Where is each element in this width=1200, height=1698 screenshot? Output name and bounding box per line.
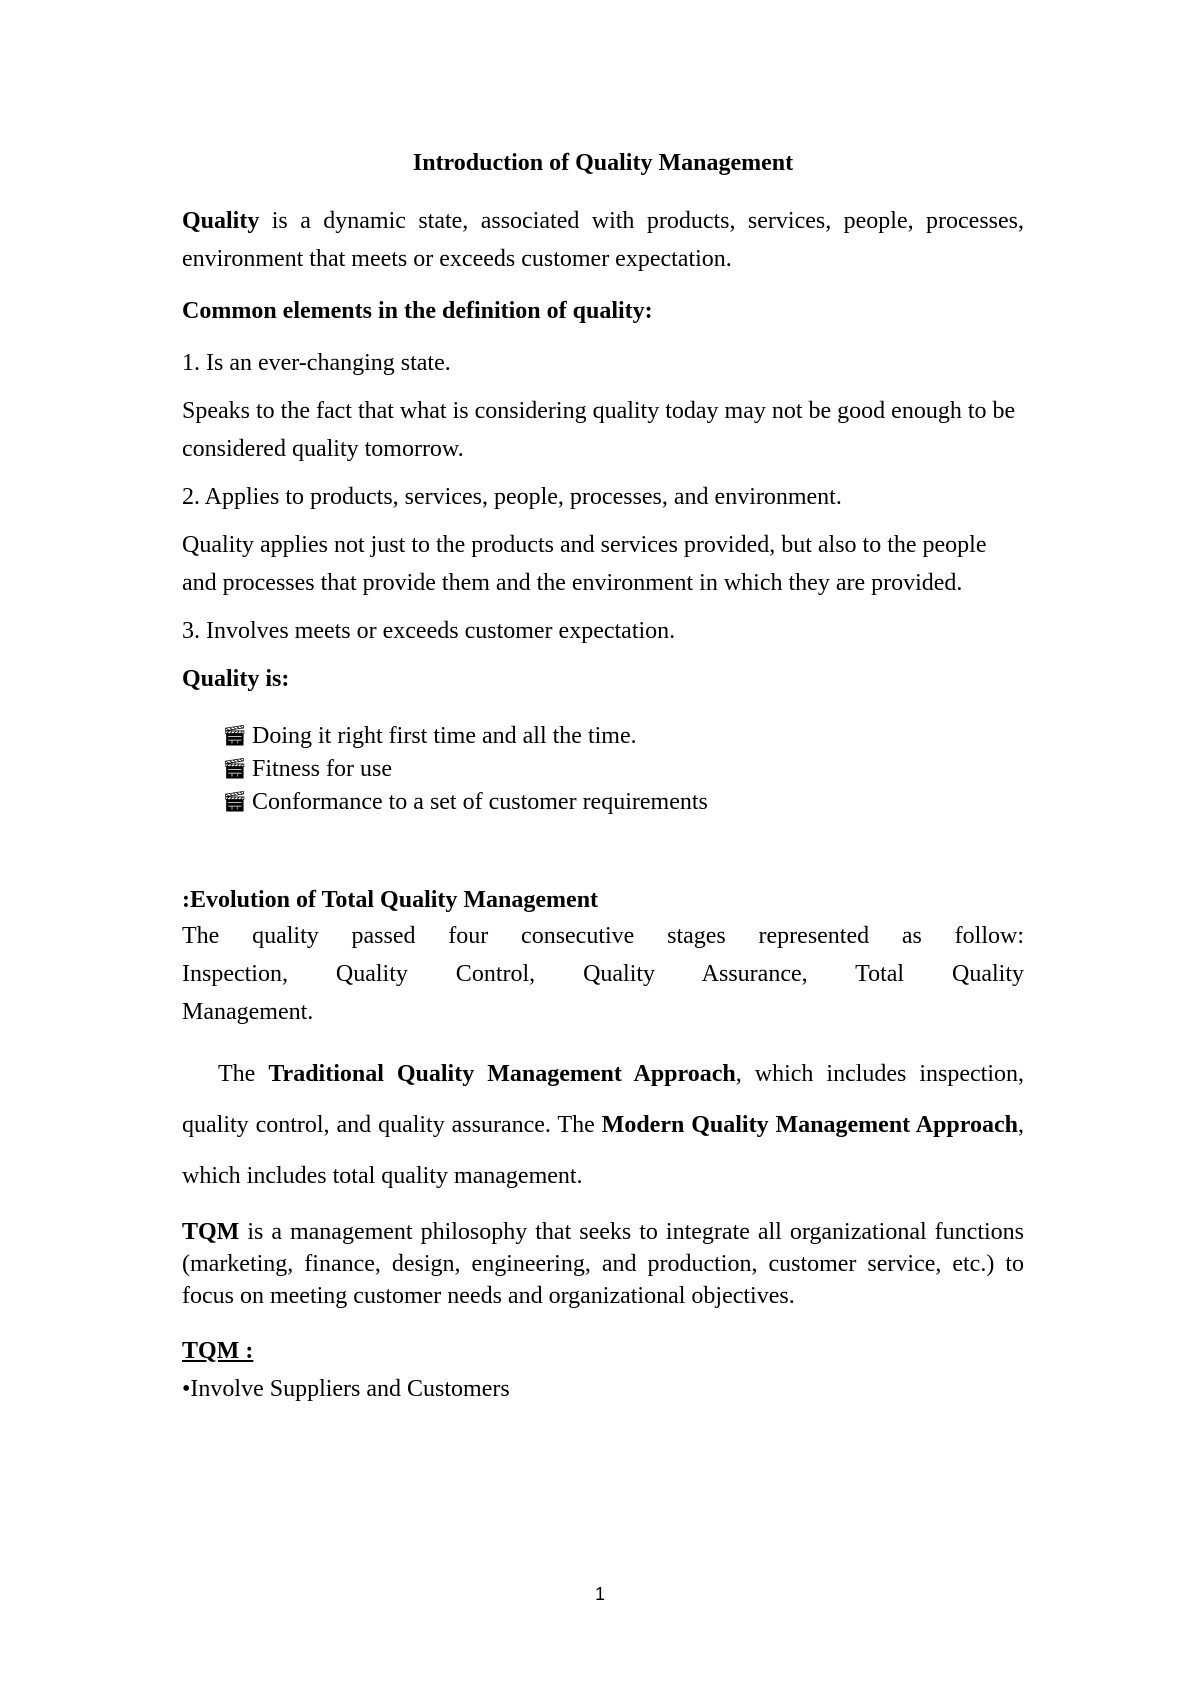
list-item xyxy=(222,720,1024,753)
approach-text-2: , which includes inspection, quality control, and quality assurance. The xyxy=(182,1061,1025,1138)
page-content xyxy=(182,146,1024,1408)
list-item xyxy=(222,786,1024,819)
item-2-heading: 2. Applies to products, services, people, processes, and environment. xyxy=(182,484,842,510)
list-item-text: Fitness for use xyxy=(252,756,392,782)
evolution-line-3: Management. xyxy=(182,999,314,1025)
tqm-point: •Involve Suppliers and Customers xyxy=(182,1376,510,1402)
evolution-text xyxy=(182,917,1024,1031)
approach-paragraph-wrap xyxy=(182,1049,1024,1202)
item-1-body: Speaks to the fact that what is considering quality today may not be good enough to be considered quality tomorrow. xyxy=(182,398,1016,462)
list-item-text: Conformance to a set of customer requirements xyxy=(252,789,708,815)
approach-paragraph xyxy=(182,1049,1024,1202)
clapperboard-icon: 🎬︎ xyxy=(222,758,248,780)
quality-is-heading: Quality is: xyxy=(182,666,290,692)
document-title: Introduction of Quality Management xyxy=(412,150,794,176)
evolution-line-2: Inspection, Quality Control, Quality Assurance, Total Quality xyxy=(182,961,1024,987)
clapperboard-icon: 🎬︎ xyxy=(222,725,248,747)
clapperboard-icon: 🎬︎ xyxy=(222,791,248,813)
list-item-text: Doing it right first time and all the time. xyxy=(252,723,637,749)
quality-definition-text: is a dynamic state, associated with products, services, people, processes, environment that meets or exceeds customer expectation. xyxy=(182,208,1024,272)
tqm-term: TQM xyxy=(182,1219,240,1245)
evolution-heading: :Evolution of Total Quality Management xyxy=(182,887,599,913)
item-1-heading: 1. Is an ever-changing state. xyxy=(182,350,451,376)
approach-text-1: The xyxy=(218,1061,269,1087)
traditional-approach: Traditional Quality Management Approach xyxy=(268,1061,736,1087)
modern-approach: Modern Quality Management Approach xyxy=(601,1112,1019,1138)
tqm-definition-text: is a management philosophy that seeks to integrate all organizational functions (marketing, finance, design, engineering, and production, customer service, etc.) to focus on meeting customer needs and organizational objectives. xyxy=(182,1219,1024,1309)
common-elements-heading: Common elements in the definition of quality: xyxy=(182,298,653,324)
page-number: 1 xyxy=(594,1584,605,1604)
tqm-definition xyxy=(182,1216,1024,1312)
approach-text-3: , which includes total quality management. xyxy=(182,1112,1025,1189)
item-2-body: Quality applies not just to the products and services provided, but also to the people and processes that provide them and the environment in which they are provided. xyxy=(182,532,987,596)
tqm-heading: TQM : xyxy=(182,1338,254,1364)
item-3-heading: 3. Involves meets or exceeds customer expectation. xyxy=(182,618,676,644)
quality-term: Quality xyxy=(182,208,260,234)
quality-is-list xyxy=(182,720,1024,819)
evolution-line-1: The quality passed four consecutive stages represented as follow: xyxy=(182,923,1024,949)
list-item xyxy=(222,753,1024,786)
tqm-definition-wrap xyxy=(182,1216,1024,1312)
quality-definition xyxy=(182,202,1024,278)
